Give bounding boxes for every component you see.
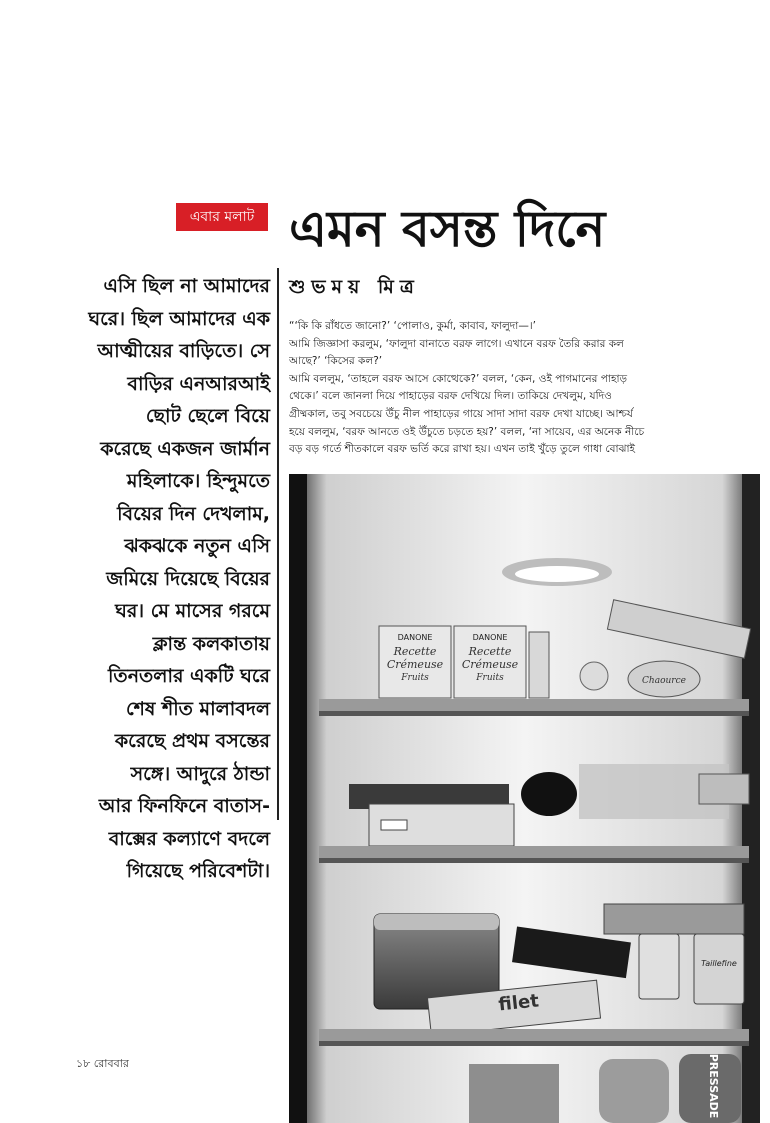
- lead-line: জমিয়ে দিয়েছে বিয়ের: [106, 567, 270, 590]
- byline: শুভময় মিত্র: [289, 276, 420, 298]
- lead-line: আর ফিনফিনে বাতাস-: [98, 795, 270, 817]
- headline: এমন বসন্ত দিনে: [289, 199, 606, 258]
- lead-line: এসি ছিল না আমাদের: [103, 275, 270, 297]
- lead-line: ঘরে। ছিল আমাদের এক: [88, 307, 270, 330]
- lead-line: করেছে প্রথম বসন্তের: [114, 730, 270, 752]
- page-folio: ১৮ রোববার: [76, 1057, 129, 1070]
- lead-line: বাক্সের কল্যাণে বদলে: [108, 827, 270, 850]
- body-line: আমি জিজ্ঞাসা করলুম, ‘ফালুদা বানাতে বরফ লাগে। এখানে বরফ তৈরি করার কল: [289, 337, 624, 350]
- svg-text:filet: filet: [497, 990, 540, 1016]
- lead-line: ঘর। মে মাসের গরমে: [115, 600, 270, 622]
- lead-line: ঝকঝকে নতুন এসি: [124, 535, 270, 557]
- lead-line: তিনতলার একটি ঘরে: [108, 665, 270, 687]
- svg-text:Crémeuse: Crémeuse: [386, 658, 444, 671]
- lead-line: গিয়েছে পরিবেশটা।: [126, 860, 270, 882]
- svg-text:Chaource: Chaource: [642, 676, 686, 686]
- body-line: “‘কি কি রাঁধতে জানো?’ ‘পোলাও, কুর্মা, কাবাব, ফালুদা—।’: [289, 320, 536, 332]
- juice-bottle: [679, 1054, 741, 1123]
- svg-text:Fruits: Fruits: [476, 673, 504, 683]
- svg-text:Fruits: Fruits: [401, 673, 429, 683]
- svg-text:PRESSADE: PRESSADE: [707, 1053, 720, 1119]
- body-line: থেকে।’ বলে জানলা দিয়ে পাহাড়ের বরফ দেখিয়ে দিল। তাকিয়ে দেখলুম, যদিও: [289, 390, 612, 403]
- lead-paragraph: [70, 270, 270, 888]
- column-divider: [277, 268, 279, 820]
- lead-line: আত্মীয়ের বাড়িতে। সে: [97, 340, 270, 362]
- fridge-photo: [289, 474, 760, 1123]
- svg-text:Recette: Recette: [393, 645, 437, 658]
- body-line: বড় বড় গর্তে শীতকালে বরফ ভর্তি করে রাখা হয়। এখন তাই খুঁড়ে তুলে গাধা বোঝাই: [289, 443, 635, 456]
- lead-line: ছোট ছেলে বিয়ে: [145, 405, 270, 427]
- lead-line: ক্লান্ত কলকাতায়: [152, 632, 270, 655]
- fridge-photo-illustration: [289, 474, 760, 1123]
- lead-line: মহিলাকে। হিন্দুমতে: [126, 470, 270, 492]
- body-line: আমি বললুম, ‘তাহলে বরফ আসে কোত্থেকে?’ বলল, ‘কেন, ওই পাগমানের পাহাড়: [289, 372, 628, 385]
- lead-line: বিয়ের দিন দেখলাম,: [117, 502, 270, 525]
- svg-text:DANONE: DANONE: [472, 633, 508, 642]
- lead-line: বাড়ির এনআরআই: [127, 372, 270, 395]
- svg-text:Taillefine: Taillefine: [701, 959, 737, 968]
- section-tag: এবার মলাট: [176, 203, 268, 231]
- svg-text:Crémeuse: Crémeuse: [461, 658, 519, 671]
- yogurt-cup: [694, 934, 744, 1004]
- body-line: গ্রীষ্মকাল, তবু সবচেয়ে উঁচু নীল পাহাড়ের গায়ে সাদা সাদা বরফ দেখা যাচ্ছে। আশ্চর্য: [289, 407, 633, 420]
- svg-text:Recette: Recette: [468, 645, 512, 658]
- body-excerpt: [289, 318, 751, 459]
- svg-text:DANONE: DANONE: [397, 633, 433, 642]
- yogurt-pots: [379, 626, 549, 698]
- body-line: আছে?’ ‘কিসের কল?’: [289, 355, 383, 368]
- cheese-box: [628, 661, 700, 697]
- lead-line: শেষ শীত মালাবদল: [125, 697, 270, 720]
- lead-line: সঙ্গে। আদুরে ঠান্ডা: [130, 762, 270, 785]
- body-line: হয়ে বললুম, ‘বরফ আনতে ওই উঁচুতে চড়তে হয়?’ বলল, ‘না সায়েব, এর অনেক নীচে: [289, 425, 645, 438]
- lead-line: করেছে একজন জার্মান: [100, 437, 270, 460]
